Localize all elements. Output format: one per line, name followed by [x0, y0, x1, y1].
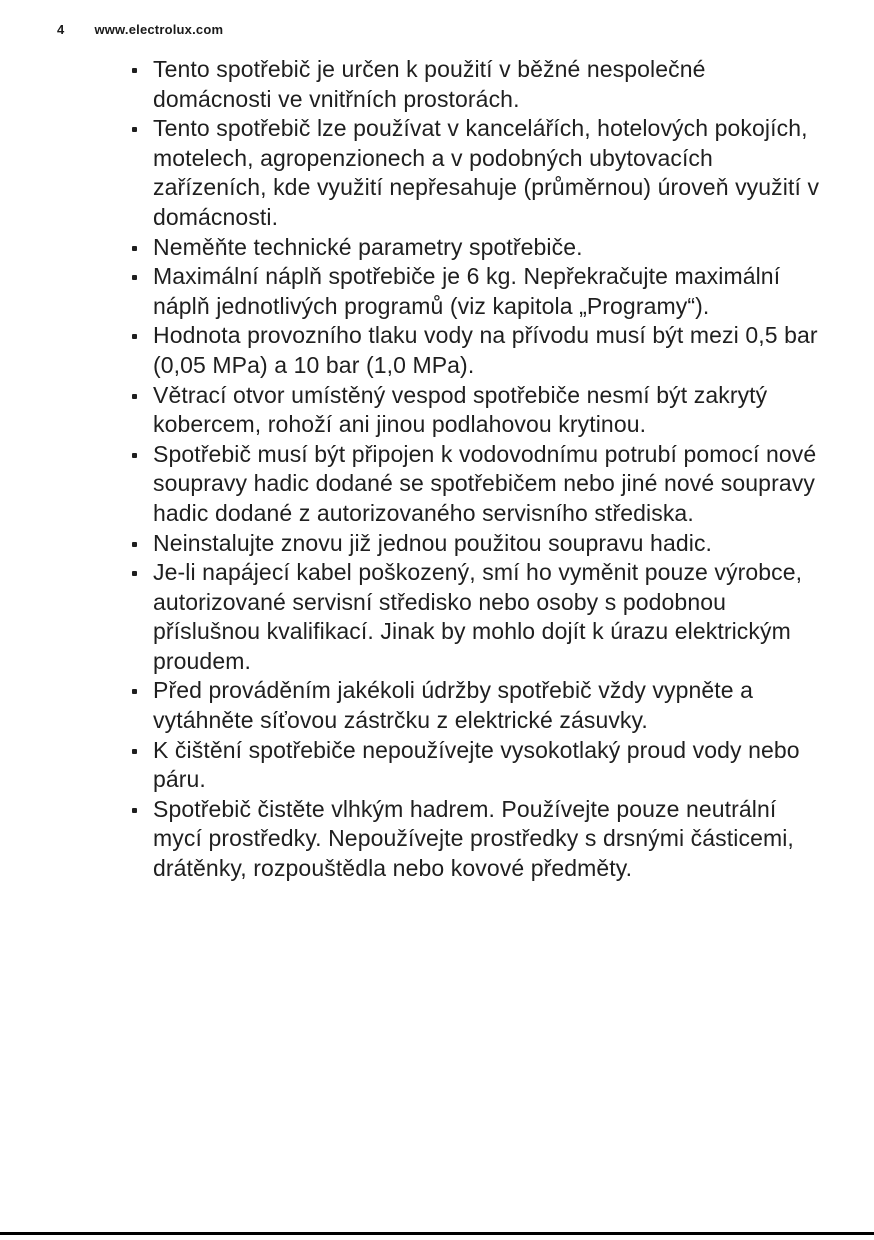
page-number: 4 [57, 22, 65, 37]
bullet-item: Maximální náplň spotřebiče je 6 kg. Nepřekračujte maximální náplň jednotlivých programů (viz kapitola „Programy“). [130, 262, 820, 321]
bullet-item: Neinstalujte znovu již jednou použitou soupravu hadic. [130, 529, 820, 559]
bullet-item: Spotřebič musí být připojen k vodovodnímu potrubí pomocí nové soupravy hadic dodané se spotřebičem nebo jiné nové soupravy hadic dodané z autorizovaného servisního střediska. [130, 440, 820, 529]
bullet-item: Hodnota provozního tlaku vody na přívodu musí být mezi 0,5 bar (0,05 MPa) a 10 bar (1,0 MPa). [130, 321, 820, 380]
bullet-item: Je-li napájecí kabel poškozený, smí ho vyměnit pouze výrobce, autorizované servisní středisko nebo osoby s podobnou příslušnou kvalifikací. Jinak by mohlo dojít k úrazu elektrickým proudem. [130, 558, 820, 676]
bullet-item: Spotřebič čistěte vlhkým hadrem. Používejte pouze neutrální mycí prostředky. Nepoužívejte prostředky s drsnými částicemi, drátěnky, rozpouštědla nebo kovové předměty. [130, 795, 820, 884]
page-bottom-rule [0, 1232, 874, 1235]
bullet-item: Před prováděním jakékoli údržby spotřebič vždy vypněte a vytáhněte síťovou zástrčku z elektrické zásuvky. [130, 676, 820, 735]
bullet-item: Větrací otvor umístěný vespod spotřebiče nesmí být zakrytý kobercem, rohoží ani jinou podlahovou krytinou. [130, 381, 820, 440]
page-header [57, 22, 223, 37]
bullet-item: Tento spotřebič lze používat v kancelářích, hotelových pokojích, motelech, agropenzionech a v podobných ubytovacích zařízeních, kde využití nepřesahuje (průměrnou) úroveň využití v domácnosti. [130, 114, 820, 232]
bullet-item: Neměňte technické parametry spotřebiče. [130, 233, 820, 263]
bullet-item: K čištění spotřebiče nepoužívejte vysokotlaký proud vody nebo páru. [130, 736, 820, 795]
page-content [130, 55, 820, 884]
site-url: www.electrolux.com [94, 22, 224, 37]
bullet-item: Tento spotřebič je určen k použití v běžné nespolečné domácnosti ve vnitřních prostorách. [130, 55, 820, 114]
safety-instructions-list [130, 55, 820, 884]
